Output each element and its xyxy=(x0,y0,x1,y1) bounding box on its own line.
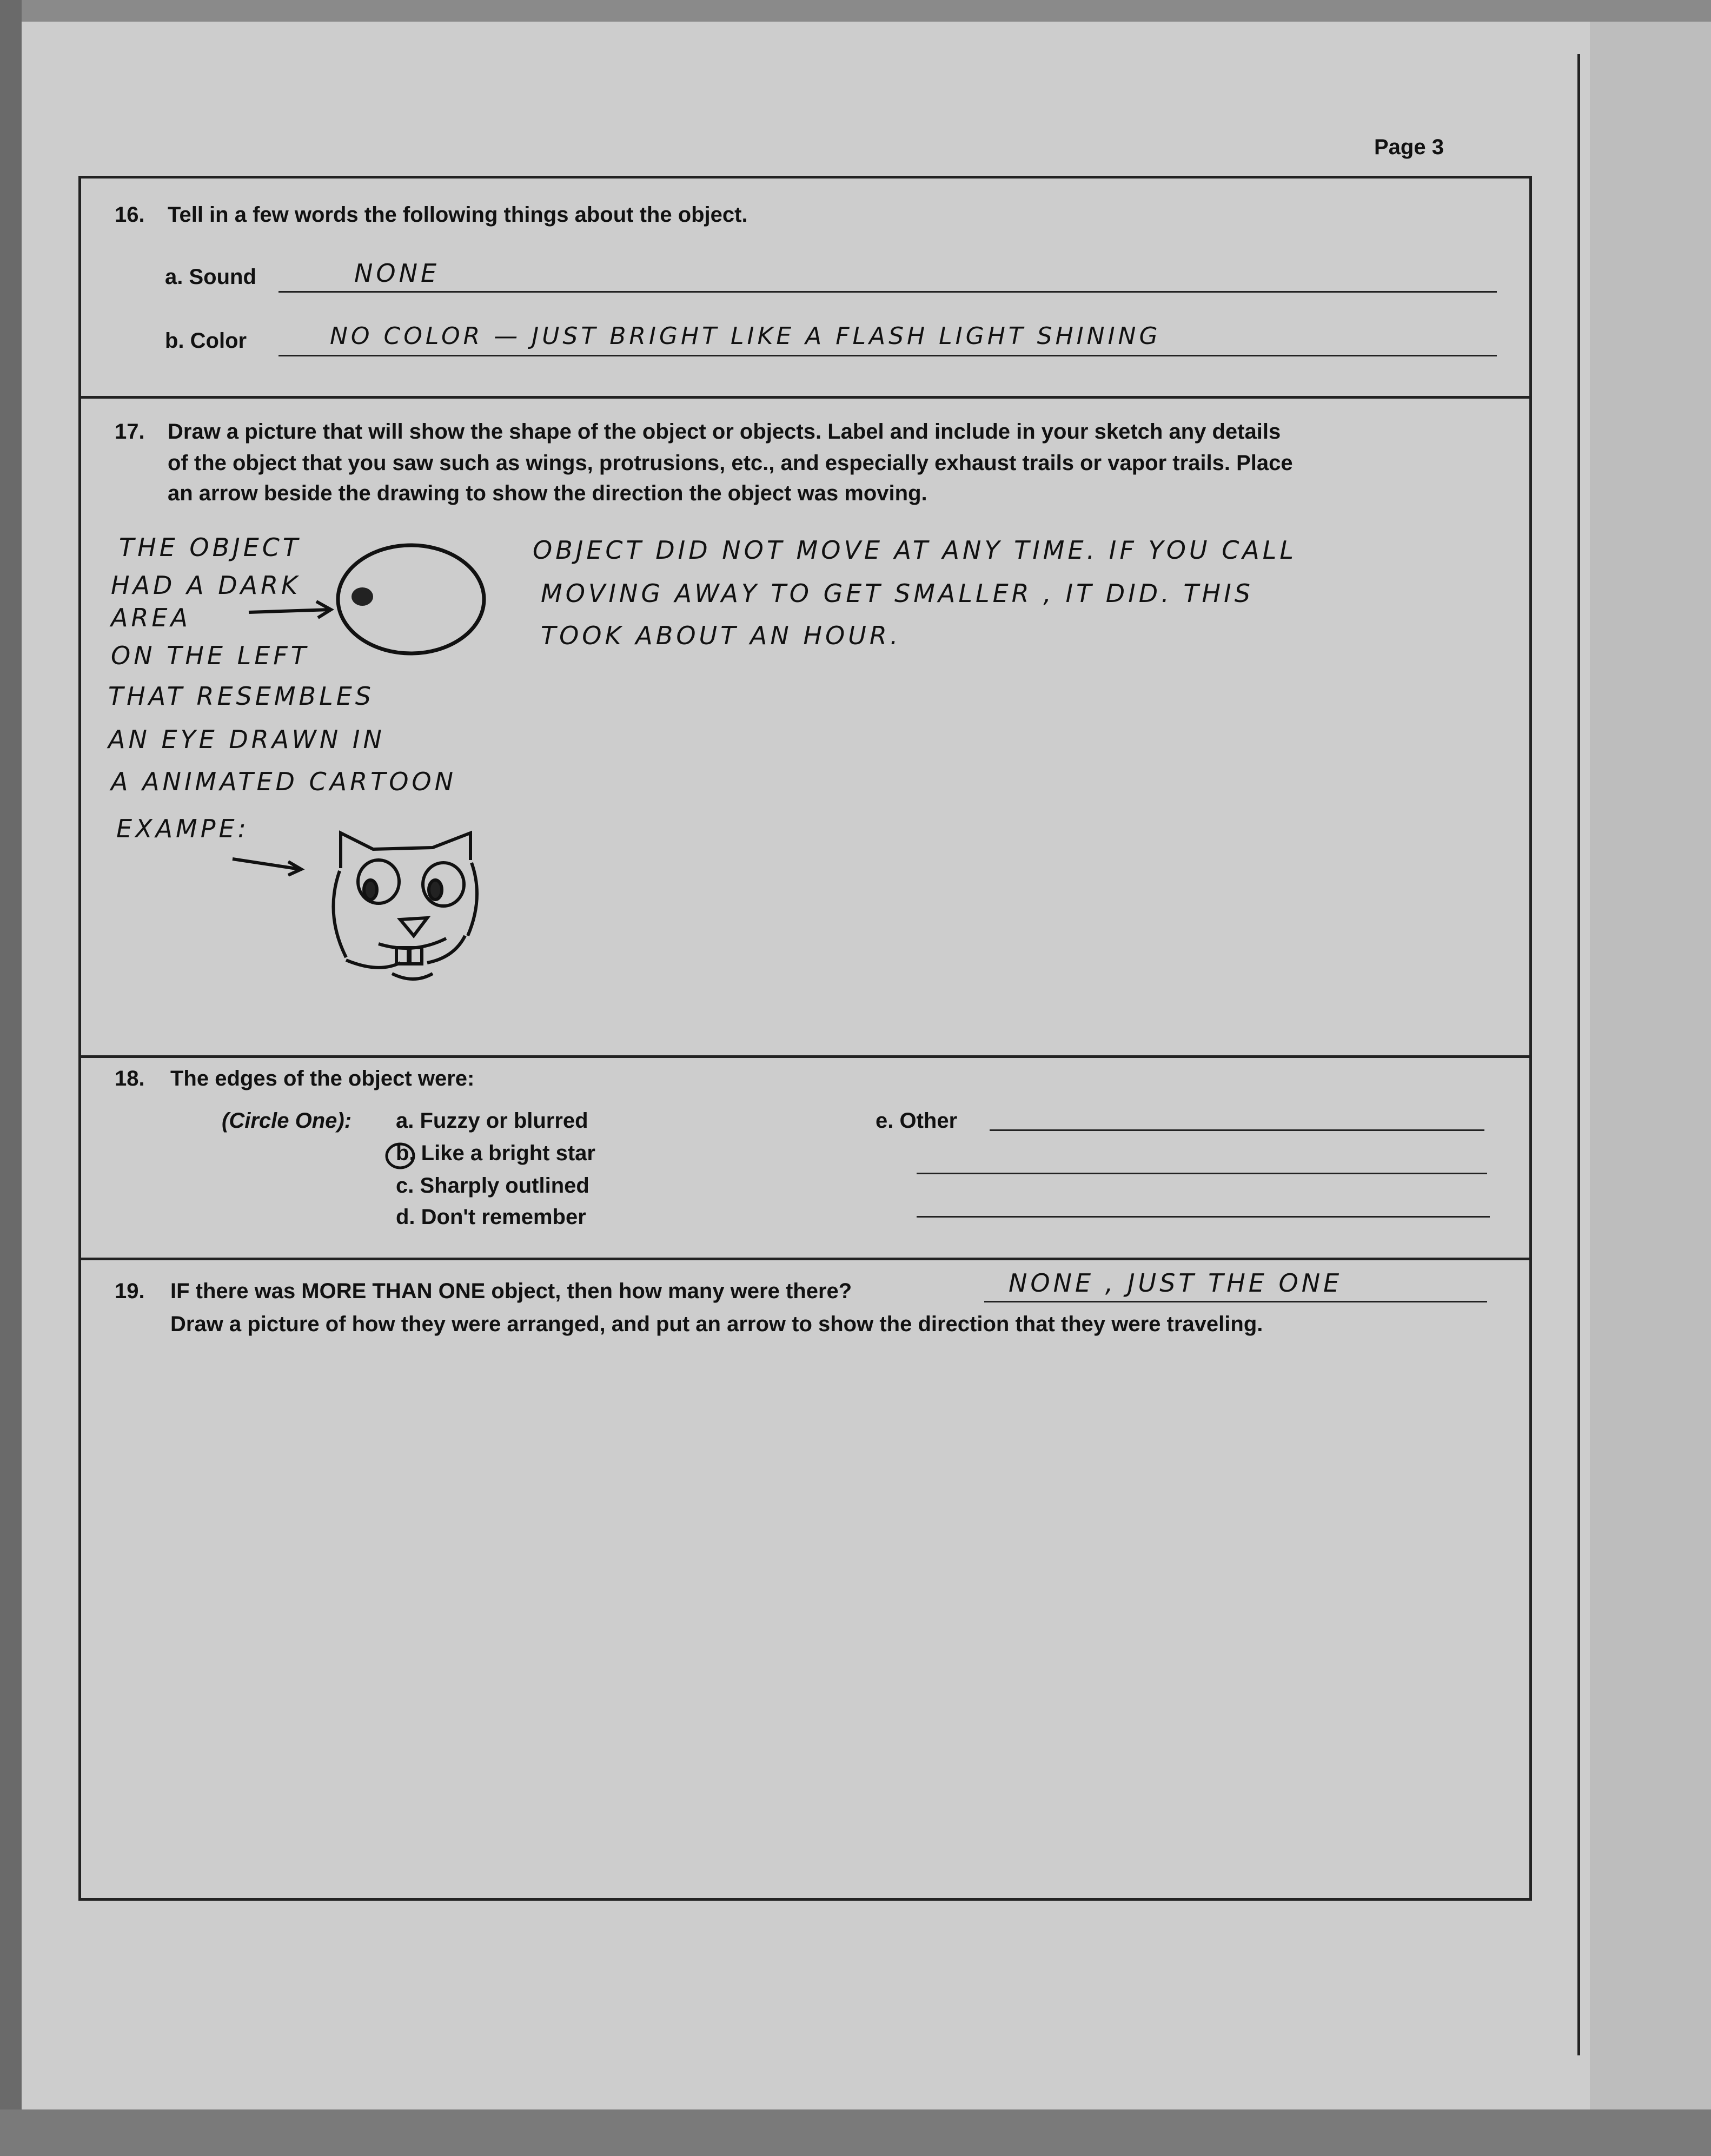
sketch-note: ON THE LEFT xyxy=(111,641,309,670)
count-underline xyxy=(984,1301,1487,1302)
selected-circle-mark xyxy=(384,1141,416,1171)
sketch-note: EXAMPE: xyxy=(116,814,250,843)
q16-prompt: Tell in a few words the following things about the object. xyxy=(168,203,748,227)
sound-label: a. Sound xyxy=(165,265,256,289)
q17-prompt-line: of the object that you saw such as wings, protrusions, etc., and especially exhaust trails or vapor trails. Place xyxy=(168,451,1293,475)
q17-prompt-line: an arrow beside the drawing to show the direction the object was moving. xyxy=(168,481,927,505)
q16-number: 16. xyxy=(115,203,145,227)
q17-number: 17. xyxy=(115,420,145,444)
q18-prompt: The edges of the object were: xyxy=(170,1067,475,1090)
circle-one-label: (Circle One): xyxy=(222,1109,352,1133)
other-field-line[interactable] xyxy=(917,1216,1490,1218)
cartoon-face-icon xyxy=(333,833,477,979)
q18-number: 18. xyxy=(115,1067,145,1090)
option-d[interactable]: d. Don't remember xyxy=(396,1205,586,1229)
other-field[interactable] xyxy=(990,1129,1484,1131)
answer-line: MOVING AWAY TO GET SMALLER , IT DID. THIS xyxy=(541,579,1254,608)
answer-line: OBJECT DID NOT MOVE AT ANY TIME. IF YOU CALL xyxy=(533,535,1297,565)
option-c[interactable]: c. Sharply outlined xyxy=(396,1174,589,1198)
option-b[interactable]: b. Like a bright star xyxy=(396,1141,595,1165)
other-field-line[interactable] xyxy=(917,1173,1487,1174)
sketch-note: HAD A DARK xyxy=(111,571,301,600)
sketch-note: A ANIMATED CARTOON xyxy=(111,767,457,796)
q19-prompt2: Draw a picture of how they were arranged, and put an arrow to show the direction that they were traveling. xyxy=(170,1312,1263,1336)
sketch-note: AREA xyxy=(111,603,191,632)
color-field[interactable]: NO COLOR — JUST BRIGHT LIKE A FLASH LIGHT SHINING xyxy=(330,322,1161,350)
q19-number: 19. xyxy=(115,1279,145,1303)
page-number: Page 3 xyxy=(1374,135,1444,159)
option-e-other: e. Other xyxy=(876,1109,958,1133)
arrow-icon xyxy=(233,859,301,875)
color-label: b. Color xyxy=(165,329,247,353)
count-field[interactable]: NONE , JUST THE ONE xyxy=(1009,1268,1343,1298)
answer-line: TOOK ABOUT AN HOUR. xyxy=(541,621,901,650)
dark-area xyxy=(352,587,373,606)
arrow-icon xyxy=(249,601,331,618)
sound-field[interactable]: NONE xyxy=(354,259,440,288)
option-a[interactable]: a. Fuzzy or blurred xyxy=(396,1109,588,1133)
sketch-note: THAT RESEMBLES xyxy=(108,682,374,711)
sketch-note: THE OBJECT xyxy=(119,533,301,562)
q19-prompt: IF there was MORE THAN ONE object, then how many were there? xyxy=(170,1279,852,1303)
arrangement-drawing-area[interactable] xyxy=(87,1341,1525,1893)
q17-prompt-line: Draw a picture that will show the shape of the object or objects. Label and include in your sketch any details xyxy=(168,420,1281,444)
sketch-note: AN EYE DRAWN IN xyxy=(108,725,385,754)
